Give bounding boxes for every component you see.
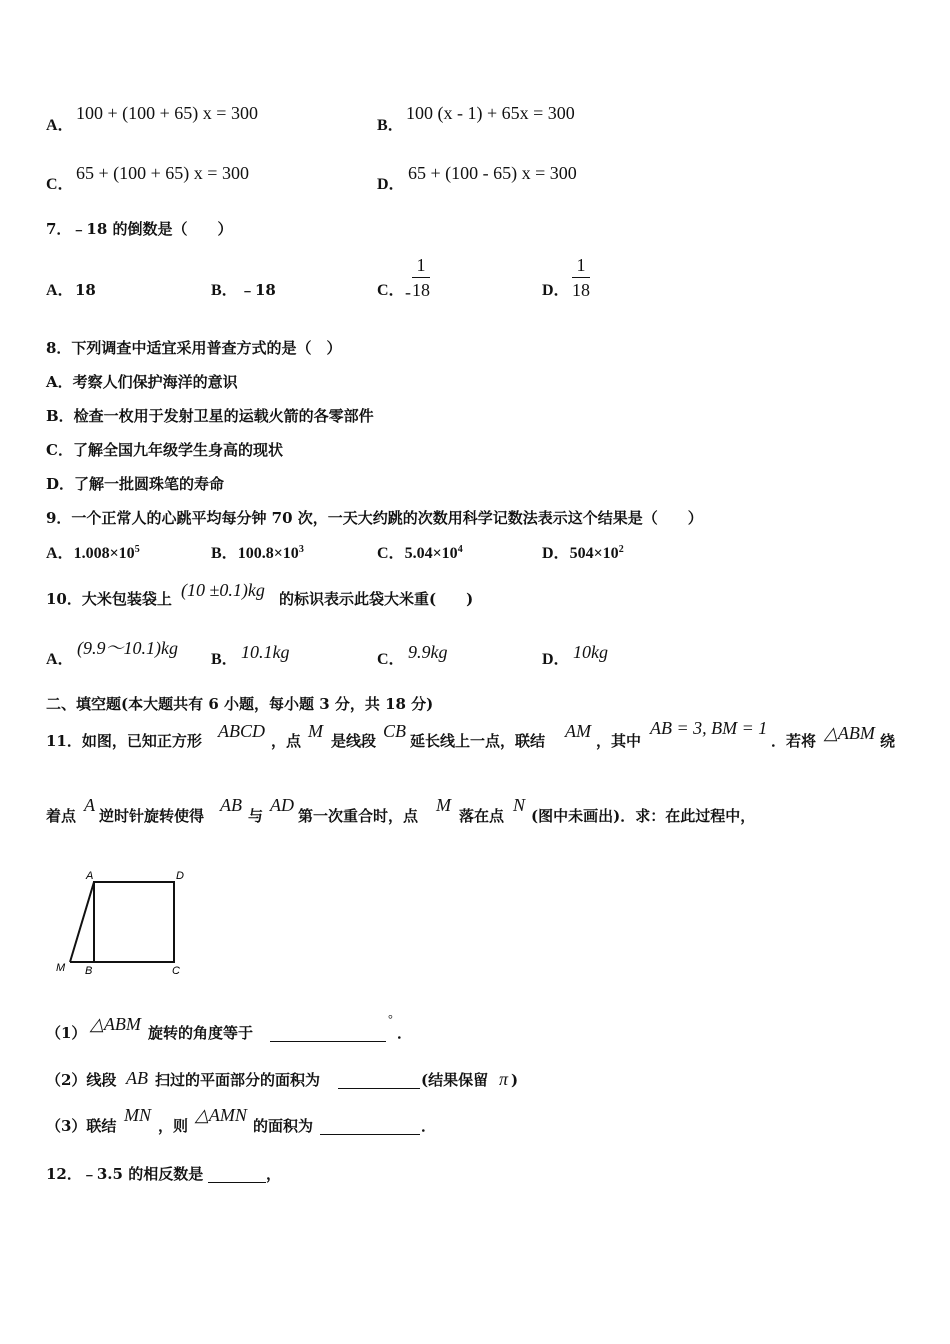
q9-option-a-label: A． bbox=[46, 545, 74, 562]
q7-option-a-text: 18 bbox=[75, 281, 96, 299]
q11-line1-c: 是线段 bbox=[331, 732, 377, 750]
q10-option-d-label: D． bbox=[542, 651, 570, 668]
q11-part2-math: AB bbox=[126, 1068, 148, 1088]
q11-math-a: A bbox=[84, 795, 95, 815]
q9-option-b-label: B． bbox=[211, 545, 238, 562]
q7-stem: 7．﹣18 的倒数是（ ） bbox=[46, 220, 233, 238]
q7-option-d-numerator: 1 bbox=[576, 255, 586, 275]
q7-option-b-label: B． bbox=[211, 282, 238, 299]
q9-option-d-label: D． bbox=[542, 545, 570, 562]
q11-line1-g: 绕 bbox=[880, 732, 896, 750]
q10-stem-math: (10 ±0.1)kg bbox=[181, 580, 265, 600]
q7-option-d-label: D． bbox=[542, 282, 570, 299]
q8-option-a: A．考察人们保护海洋的意识 bbox=[46, 373, 238, 391]
square-abcd bbox=[94, 882, 174, 962]
q12-blank bbox=[208, 1167, 266, 1183]
figure-label-d: D bbox=[176, 870, 184, 882]
q7-option-c-label: C． bbox=[377, 282, 405, 299]
q9-option-a bbox=[46, 545, 140, 562]
q11-line1-a: 11．如图，已知正方形 bbox=[46, 732, 202, 750]
q10-option-d-expr: 10kg bbox=[573, 642, 608, 662]
q11-part3-end: ． bbox=[421, 1117, 437, 1135]
q9-option-c-label: C． bbox=[377, 545, 405, 562]
q9-option-b-exponent: 3 bbox=[298, 544, 304, 555]
q11-line2-b: 逆时针旋转使得 bbox=[99, 807, 205, 825]
q6-option-b-expr: 100 (x - 1) + 65x = 300 bbox=[406, 103, 575, 123]
q11-math-triangle-abm: △ABM bbox=[824, 723, 875, 743]
q11-part3-label: （3）联结 bbox=[46, 1117, 117, 1135]
q11-line1-e: ，其中 bbox=[596, 732, 642, 750]
q11-part3-text2: 的面积为 bbox=[253, 1117, 314, 1135]
q12-end: ， bbox=[266, 1165, 282, 1183]
q11-math-m2: M bbox=[436, 795, 451, 815]
q11-line2-d: 第一次重合时，点 bbox=[298, 807, 419, 825]
q9-option-c bbox=[377, 545, 463, 562]
q11-math-n: N bbox=[513, 795, 526, 815]
q11-part2-close: ) bbox=[511, 1071, 519, 1089]
q11-math-abcd: ABCD bbox=[218, 721, 265, 741]
q6-option-d-label: D． bbox=[377, 176, 405, 193]
q11-part2-label: （2）线段 bbox=[46, 1071, 117, 1089]
q11-line1-f: ．若将 bbox=[771, 732, 817, 750]
q10-option-a-expr: (9.9～10.1)kg bbox=[77, 638, 178, 658]
q11-math-cb: CB bbox=[383, 721, 407, 741]
q8-option-d: D．了解一批圆珠笔的寿命 bbox=[46, 475, 225, 493]
q11-part2-text: 扫过的平面部分的面积为 bbox=[155, 1071, 321, 1089]
q11-math-condition: AB = 3, BM = 1 bbox=[650, 718, 768, 738]
section-2-heading: 二、填空题(本大题共有 6 小题，每小题 3 分，共 18 分) bbox=[46, 695, 434, 713]
q10-option-c-expr: 9.9kg bbox=[408, 642, 448, 662]
q9-option-d-base: 504×10 bbox=[569, 545, 619, 562]
q11-part3-blank bbox=[320, 1119, 420, 1135]
q7-option-b-text: ﹣18 bbox=[240, 281, 276, 299]
q11-line1-d: 延长线上一点，联结 bbox=[410, 732, 546, 750]
q9-option-c-exponent: 4 bbox=[457, 544, 463, 555]
q10-option-b-expr: 10.1kg bbox=[241, 642, 290, 662]
q11-part1-end: ． bbox=[397, 1024, 413, 1042]
q8-stem: 8．下列调查中适宜采用普查方式的是（ ） bbox=[46, 339, 342, 357]
q11-part3-text: ，则 bbox=[158, 1117, 189, 1135]
q11-part2-note: (结果保留 bbox=[421, 1071, 489, 1089]
q11-part1-blank bbox=[270, 1026, 386, 1042]
q6-option-d-expr: 65 + (100 - 65) x = 300 bbox=[408, 163, 577, 183]
q8-option-c: C．了解全国九年级学生身高的现状 bbox=[46, 441, 283, 459]
q11-math-am: AM bbox=[565, 721, 591, 741]
q10-option-c-label: C． bbox=[377, 651, 405, 668]
q8-option-b: B．检查一枚用于发射卫星的运载火箭的各零部件 bbox=[46, 407, 374, 425]
q7-option-d-fraction bbox=[572, 256, 590, 299]
q11-figure bbox=[40, 860, 200, 980]
q7-option-c-fraction bbox=[412, 256, 430, 299]
q6-option-a-expr: 100 + (100 + 65) x = 300 bbox=[76, 103, 258, 123]
segment-am bbox=[70, 882, 94, 962]
q12-stem: 12．﹣3.5 的相反数是 bbox=[46, 1165, 204, 1183]
q9-stem: 9．一个正常人的心跳平均每分钟 70 次，一天大约跳的次数用科学记数法表示这个结果是（ ） bbox=[46, 509, 703, 527]
q9-option-b-base: 100.8×10 bbox=[237, 545, 299, 562]
q10-option-a-label: A． bbox=[46, 651, 74, 668]
q6-option-c-label: C． bbox=[46, 176, 74, 193]
q11-math-ab: AB bbox=[220, 795, 242, 815]
q11-part1-math: △ABM bbox=[90, 1014, 141, 1034]
q11-part3-math-mn: MN bbox=[124, 1105, 151, 1125]
q11-part1-text: 旋转的角度等于 bbox=[148, 1024, 254, 1042]
q11-part2-blank bbox=[338, 1073, 420, 1089]
q9-option-c-base: 5.04×10 bbox=[404, 545, 458, 562]
q11-math-ad: AD bbox=[270, 795, 294, 815]
q9-option-d bbox=[542, 545, 624, 562]
q7-option-c-denominator: 18 bbox=[412, 280, 430, 300]
q9-option-a-base: 1.008×10 bbox=[73, 545, 135, 562]
figure-label-c: C bbox=[172, 965, 180, 977]
q11-part1-degree: ° bbox=[388, 1012, 393, 1026]
figure-label-m: M bbox=[56, 962, 66, 974]
q11-line2-a: 着点 bbox=[46, 807, 77, 825]
q10-option-b-label: B． bbox=[211, 651, 238, 668]
q11-part3-math-amn: △AMN bbox=[195, 1105, 247, 1125]
q11-line2-e: 落在点 bbox=[459, 807, 505, 825]
q7-option-d-denominator: 18 bbox=[572, 280, 590, 300]
q6-option-c-expr: 65 + (100 + 65) x = 300 bbox=[76, 163, 249, 183]
q11-line2-f: (图中未画出)．求：在此过程中， bbox=[531, 807, 756, 825]
q7-option-a-label: A． bbox=[46, 282, 74, 299]
q11-part2-pi: π bbox=[499, 1069, 509, 1089]
q10-stem-start: 10．大米包装袋上 bbox=[46, 590, 172, 608]
q10-stem-end: 的标识表示此袋大米重( ) bbox=[279, 590, 474, 608]
q6-option-b-label: B． bbox=[377, 117, 404, 134]
figure-label-a: A bbox=[86, 870, 94, 882]
q7-option-c-sign: - bbox=[405, 282, 411, 302]
q11-line1-b: ，点 bbox=[271, 732, 302, 750]
q9-option-b bbox=[211, 545, 304, 562]
q9-option-a-exponent: 5 bbox=[134, 544, 140, 555]
q9-option-d-exponent: 2 bbox=[618, 544, 624, 555]
q11-line2-c: 与 bbox=[248, 807, 264, 825]
q11-part1-label: （1） bbox=[46, 1024, 87, 1042]
q7-option-c-numerator: 1 bbox=[416, 255, 426, 275]
q11-math-m: M bbox=[308, 721, 323, 741]
figure-label-b: B bbox=[85, 965, 93, 977]
q6-option-a-label: A． bbox=[46, 117, 74, 134]
